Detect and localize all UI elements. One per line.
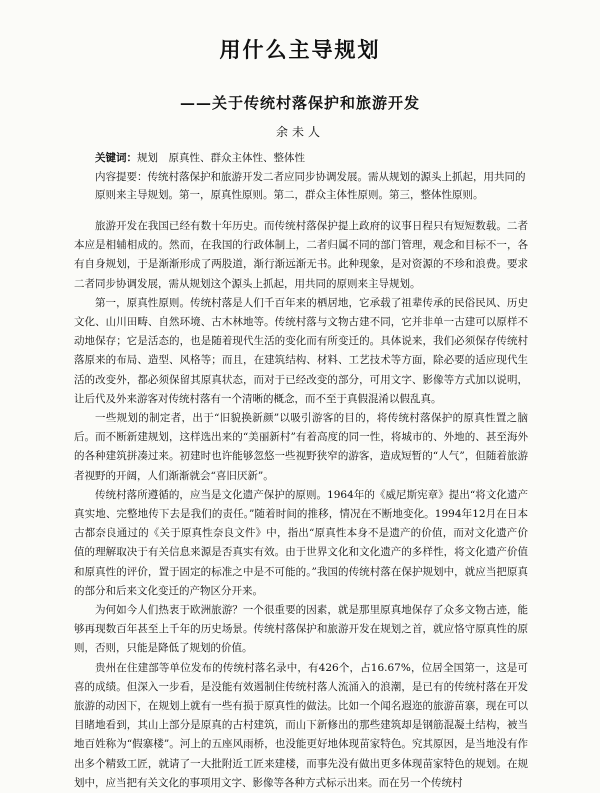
body-paragraph: 为何如今人们热衷于欧洲旅游？一个很重要的因素，就是那里原真地保存了众多文物古迹，能够再现数百年甚至上千年的历史场景。传统村落保护和旅游开发在规划之首，就应恪守原真性的原则，否则，只能是降低了规划的价值。 bbox=[74, 604, 528, 655]
body-paragraph: 一些规划的制定者，出于“旧貌换新颜”以吸引游客的目的，将传统村落保护的原真性置之脑后。而不断新建规划，这样选出来的“美丽新村”有着高度的同一性，将城市的、外地的、甚至海外的各种建筑拼凑过来。初建时也许能够忽悠一些视野狭窄的游客，造成短暂的“人气”，但随着旅游者视野的开阔，人们渐渐就会“喜旧厌新”。 bbox=[74, 412, 528, 482]
keywords-label: 关键词： bbox=[95, 152, 137, 164]
article-subtitle: ——关于传统村落保护和旅游开发 bbox=[179, 94, 420, 112]
keywords-text: 规划 原真性、群众主体性、整体性 bbox=[137, 152, 305, 164]
article-body bbox=[74, 217, 528, 793]
body-paragraph: 旅游开发在我国已经有数十年历史。而传统村落保护提上政府的议事日程只有短短数载。二者本应是相辅相成的。然而，在我国的行政体制上，二者归属不同的部门管理，观念和目标不一，各有自身规划，于是渐渐形成了两股道，渐行渐远渐无书。此种现象，是对资源的不珍和浪费。要求二者同步协调发展，需从规划这个源头上抓起，用共同的原则来主导规划。 bbox=[74, 220, 528, 290]
abstract-text: 传统村落保护和旅游开发二者应同步协调发展。需从规划的源头上抓起，用共同的原则来主导规划。第一，原真性原则。第二，群众主体性原则。第三，整体性原则。 bbox=[95, 171, 526, 201]
abstract bbox=[95, 168, 527, 204]
body-paragraph: 贵州在住建部等单位发布的传统村落名录中，有426个，占16.67%，位居全国第一，这是可喜的成绩。但深入一步看，是没能有效遏制住传统村落人流涌入的浪潮，是已有的传统村落在开发旅游的动因下，在规划上就有一些有损于原真性的做法。比如一个闻名遐迩的旅游苗寨，现在可以目睹地看到，其山上部分是原真的古村建筑，而山下新修出的那些建筑却是钢筋混凝土结构，被当地百姓称为“假寨楼”。河上的五座风雨桥，也没能更好地体现苗家特色。究其原因，是当地没有作出多个精致工匠，就请了一大批附近工匠来建楼，而事先没有做出更多体现苗家特色的规划。在规划中，应当把有关文化的事项用文字、影像等各种方式标示出来。而在另一个传统村 bbox=[74, 661, 528, 789]
article-title: 用什么主导规划 bbox=[219, 38, 381, 62]
abstract-label: 内容提要： bbox=[95, 171, 148, 183]
body-paragraph: 第一，原真性原则。传统村落是人们千百年来的栖居地，它承载了祖辈传承的民俗民风、历史文化、山川田畴、自然环境、古木林地等。传统村落与文物古建不同，它并非单一古建可以原样不动地保存；它是活态的，也是随着现代生活的变化而有所变迁的。具体说来，我们必须保存传统村落原来的布局、造型、风格等；而且，在建筑结构、材料、工艺技术等方面，除必要的适应现代生活的改变外，都必须保留其原真状态，而对于已经改变的部分，可用文字、影像等方式加以说明，让后代及外来游客对传统村落有一个清晰的概念，而不至于真假混淆以假乱真。 bbox=[74, 296, 528, 405]
author-name: 余未人 bbox=[275, 125, 324, 139]
keywords-line bbox=[95, 150, 305, 165]
body-paragraph: 传统村落所遵循的，应当是文化遗产保护的原则。1964年的《威尼斯宪章》提出“将文化遗产真实地、完整地传下去是我们的责任。”随着时间的推移，情况在不断地变化。1994年12月在日本古都奈良通过的《关于原真性奈良文件》中，指出“原真性本身不是遗产的价值，而对文化遗产价值的理解取决于有关信息来源是否真实有效。由于世界文化和文化遗产的多样性，将文化遗产价值和原真性的评价，置于固定的标准之中是不可能的。”我国的传统村落在保护规划中，就应当把原真的部分和后来文化变迁的产物区分开来。 bbox=[74, 488, 528, 597]
